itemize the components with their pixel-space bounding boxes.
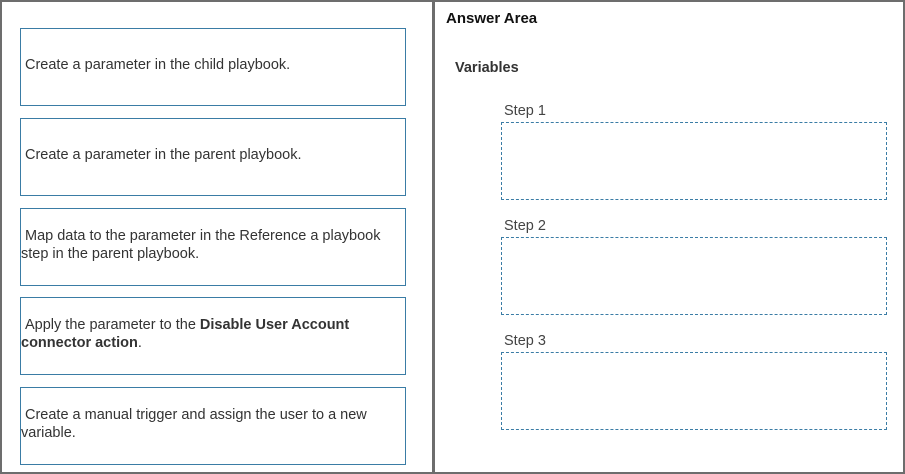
option-create-manual-trigger[interactable] — [20, 387, 406, 465]
step-3-label: Step 3 — [504, 333, 546, 349]
options-panel — [0, 0, 434, 474]
option-bold-text: Disable User Account connector action — [21, 317, 350, 351]
option-text: Create a manual trigger and assign the user to a new variable. — [21, 407, 367, 441]
option-apply-parameter-action[interactable] — [20, 297, 406, 375]
option-create-parent-parameter[interactable] — [20, 118, 406, 196]
step-2-drop-zone[interactable] — [501, 237, 887, 315]
option-text: Create a parameter in the child playbook. — [25, 57, 291, 73]
step-1-drop-zone[interactable] — [501, 122, 887, 200]
step-3-drop-zone[interactable] — [501, 352, 887, 430]
option-text: Apply the parameter to the — [25, 317, 200, 333]
step-2-label: Step 2 — [504, 218, 546, 234]
answer-area-title: Answer Area — [446, 10, 538, 27]
answer-area-panel — [433, 0, 905, 474]
step-1-label: Step 1 — [504, 103, 546, 119]
variables-label: Variables — [455, 60, 519, 76]
option-create-child-parameter[interactable] — [20, 28, 406, 106]
option-suffix: . — [137, 335, 142, 351]
option-text: Create a parameter in the parent playbook. — [25, 147, 302, 163]
option-text: Map data to the parameter in the Reference a playbook step in the parent playbook. — [21, 228, 381, 262]
option-map-data-reference-step[interactable] — [20, 208, 406, 286]
